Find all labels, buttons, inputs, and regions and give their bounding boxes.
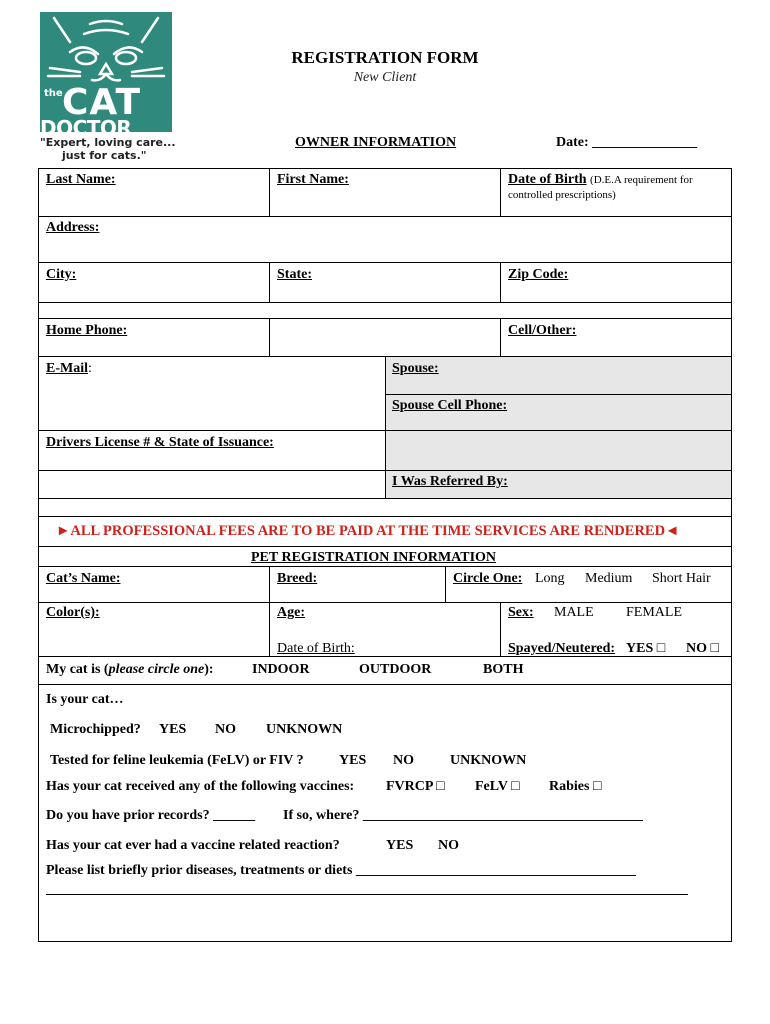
reaction-no-option[interactable]: NO <box>438 838 459 853</box>
sex-label: Sex: <box>508 605 534 620</box>
felv-checkbox[interactable]: FeLV □ <box>475 779 520 794</box>
form-title: REGISTRATION FORM <box>291 48 479 67</box>
tested-felv-question: Tested for feline leukemia (FeLV) or FIV ? <box>50 753 304 768</box>
drivers-license-field[interactable]: Drivers License # & State of Issuance: <box>46 435 274 450</box>
date-field[interactable]: Date: _______________ <box>556 135 698 150</box>
owner-dob-note-2: controlled prescriptions) <box>508 189 616 201</box>
vaccine-reaction-question: Has your cat ever had a vaccine related reaction? <box>46 838 340 853</box>
breed-field[interactable]: Breed: <box>277 571 318 586</box>
indoor-option[interactable]: INDOOR <box>252 662 310 677</box>
pet-dob-field[interactable]: Date of Birth: <box>277 641 355 656</box>
spayed-no-checkbox[interactable]: NO □ <box>686 641 719 656</box>
microchipped-no-option[interactable]: NO <box>215 722 236 737</box>
rabies-checkbox[interactable]: Rabies □ <box>549 779 602 794</box>
spayed-neutered-label: Spayed/Neutered: <box>508 641 616 656</box>
cell-other-field[interactable]: Cell/Other: <box>508 323 577 338</box>
prior-diseases-field[interactable]: Please list briefly prior diseases, treatments or diets ________________________________________ <box>46 863 636 878</box>
hair-medium-option[interactable]: Medium <box>585 571 633 586</box>
prior-records-where-field[interactable]: If so, where? ________________________________________ <box>283 808 643 823</box>
email-field[interactable] <box>46 361 92 377</box>
owner-dob-label: Date of Birth <box>508 172 587 187</box>
logo-doctor-text: DOCTOR <box>40 116 132 140</box>
sex-male-option[interactable]: MALE <box>554 605 594 620</box>
tested-no-option[interactable]: NO <box>393 753 414 768</box>
hair-length-choice <box>453 571 522 587</box>
pet-section-title: PET REGISTRATION INFORMATION <box>251 550 497 565</box>
form-subtitle: New Client <box>353 70 417 85</box>
address-field[interactable]: Address: <box>46 220 100 235</box>
first-name-field[interactable]: First Name: <box>277 172 349 187</box>
email-colon: : <box>88 361 92 376</box>
state-field[interactable]: State: <box>277 267 312 282</box>
spouse-field[interactable]: Spouse: <box>392 361 439 376</box>
logo-the-text: the <box>44 88 63 99</box>
cats-name-field[interactable]: Cat’s Name: <box>46 571 121 586</box>
is-your-cat-heading: Is your cat… <box>46 692 124 707</box>
city-field[interactable]: City: <box>46 267 77 282</box>
both-option[interactable]: BOTH <box>483 662 524 677</box>
prior-records-field[interactable]: Do you have prior records? ______ <box>46 808 256 823</box>
microchipped-unknown-option[interactable]: UNKNOWN <box>266 722 343 737</box>
circle-one-label: Circle One: <box>453 571 523 586</box>
zip-code-field[interactable]: Zip Code: <box>508 267 569 282</box>
logo-tagline-2: just for cats." <box>62 149 147 162</box>
prior-diseases-second-line[interactable] <box>46 894 688 895</box>
fvrcp-checkbox[interactable]: FVRCP □ <box>386 779 445 794</box>
owner-dob-field[interactable] <box>508 172 693 188</box>
owner-section-title: OWNER INFORMATION <box>295 135 457 150</box>
microchipped-question: Microchipped? <box>50 722 141 737</box>
my-cat-is-label: My cat is (please circle one): <box>46 662 214 677</box>
email-label: E-Mail <box>46 361 88 376</box>
spouse-cell-field[interactable]: Spouse Cell Phone: <box>392 398 508 413</box>
tested-yes-option[interactable]: YES <box>339 753 367 768</box>
sex-female-option[interactable]: FEMALE <box>626 605 682 620</box>
microchipped-yes-option[interactable]: YES <box>159 722 187 737</box>
reaction-yes-option[interactable]: YES <box>386 838 414 853</box>
payment-notice: ►ALL PROFESSIONAL FEES ARE TO BE PAID AT THE TIME SERVICES ARE RENDERED◄ <box>56 523 680 539</box>
vaccines-question: Has your cat received any of the following vaccines: <box>46 779 355 794</box>
age-field[interactable]: Age: <box>277 605 305 620</box>
referred-by-field[interactable]: I Was Referred By: <box>392 474 508 489</box>
clinic-logo <box>40 12 176 162</box>
hair-short-option[interactable]: Short Hair <box>652 571 711 586</box>
outdoor-option[interactable]: OUTDOOR <box>359 662 432 677</box>
hair-long-option[interactable]: Long <box>535 571 565 586</box>
last-name-field[interactable]: Last Name: <box>46 172 116 187</box>
logo-cat-text: CAT <box>62 82 142 123</box>
colors-field[interactable]: Color(s): <box>46 605 100 620</box>
home-phone-field[interactable]: Home Phone: <box>46 323 128 338</box>
spayed-yes-checkbox[interactable]: YES □ <box>626 641 666 656</box>
owner-dob-note-1: (D.E.A requirement for <box>590 174 693 186</box>
tested-unknown-option[interactable]: UNKNOWN <box>450 753 527 768</box>
logo-tagline-1: "Expert, loving care... <box>40 136 176 149</box>
